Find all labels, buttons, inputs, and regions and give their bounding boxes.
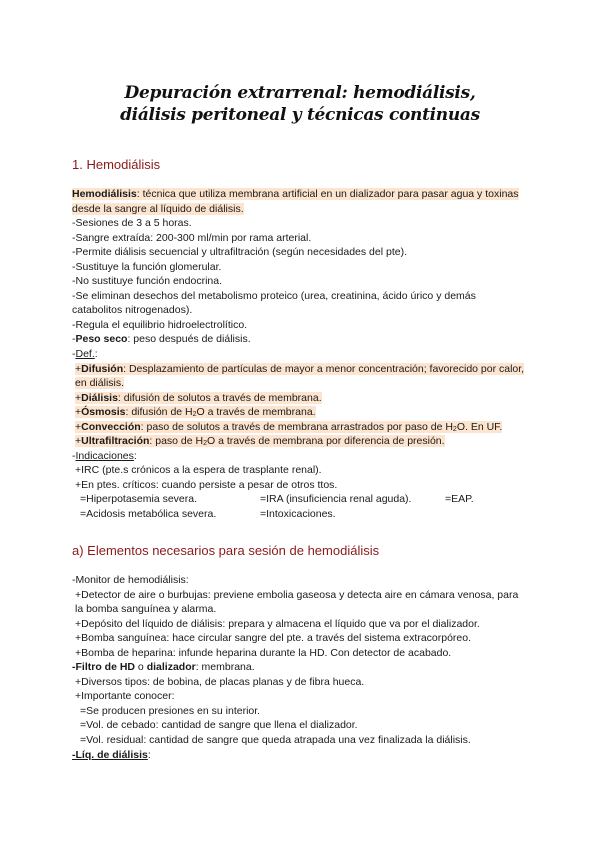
title-line-2: diálisis peritoneal y técnicas continuas — [120, 105, 480, 125]
term-ultrafiltracion: Ultrafiltración — [81, 435, 150, 448]
term-conveccion: Convección — [81, 420, 141, 433]
list-item: =Acidosis metabólica severa. — [80, 508, 217, 521]
plus: + — [75, 420, 82, 433]
ultrafiltracion-text-end: O a través de membrana por diferencia de presión. — [207, 435, 445, 448]
liquido-line — [72, 748, 528, 763]
term-dialisis: Diálisis — [81, 391, 118, 404]
term-liquido-dialisis: -Líq. de diálisis — [72, 748, 148, 761]
list-item: =Vol. de cebado: cantidad de sangre que llena el dializador. — [80, 719, 358, 732]
conveccion-text: : paso de solutos a través de membrana arrastrados por paso de H — [140, 420, 453, 433]
term-osmosis: Ósmosis — [81, 406, 126, 419]
indications-row-1 — [72, 492, 528, 507]
filtro-text: : membrana. — [195, 661, 255, 674]
connector-text: o — [135, 661, 147, 674]
difusion-text: : Desplazamiento de partículas de mayor a menor concentración; favorecido por calor, en diálisis. — [75, 362, 525, 390]
colon: : — [133, 449, 137, 462]
list-item: -No sustituye función endocrina. — [72, 275, 222, 288]
term-peso-seco: Peso seco — [75, 333, 128, 346]
subscript: 2 — [203, 440, 208, 448]
subscript: 2 — [452, 425, 457, 433]
definition-hemodialisis — [72, 187, 528, 216]
list-item: +Diversos tipos: de bobina, de placas planas y de fibra hueca. — [75, 675, 365, 688]
peso-seco-text: : peso después de diálisis. — [127, 333, 251, 346]
list-item: +Bomba sanguínea: hace circular sangre del pte. a través del sistema extracorpóreo. — [75, 632, 472, 645]
list-item: -Sustituye la función glomerular. — [72, 260, 222, 273]
list-item: -Permite diálisis secuencial y ultrafiltración (según necesidades del pte). — [72, 246, 407, 259]
indicaciones-text: Indicaciones — [75, 449, 134, 462]
list-item: -Monitor de hemodiálisis: — [72, 574, 189, 586]
section-heading-hemodialisis: 1. Hemodiálisis — [72, 157, 161, 172]
plus: + — [75, 435, 82, 448]
dash: - — [72, 348, 76, 361]
list-item: -Regula el equilibrio hidroelectrolítico. — [72, 318, 248, 331]
definition-conveccion — [72, 420, 528, 435]
list-item: =EAP. — [445, 493, 474, 506]
osmosis-text-end: O a través de membrana. — [196, 406, 316, 419]
definition-difusion — [72, 362, 528, 391]
conveccion-text-end: O. En UF. — [456, 420, 503, 433]
title-line-1: Depuración extrarrenal: hemodiálisis, — [124, 83, 476, 103]
plus: + — [75, 391, 82, 404]
def-label: Def. — [75, 348, 95, 361]
osmosis-text: : difusión de H — [125, 406, 193, 419]
list-item: +Importante conocer: — [75, 690, 175, 703]
term-dializador: dializador — [146, 661, 196, 674]
list-item: +Depósito del líquido de diálisis: prepara y almacena el líquido que va por el dializador. — [75, 617, 480, 630]
definition-text: : técnica que utiliza membrana artificial en un dializador para pasar agua y toxinas desde la sangre al líquido de diálisis. — [72, 188, 519, 215]
dash: - — [72, 333, 76, 346]
definition-dialisis — [72, 391, 528, 406]
section-2-body — [72, 573, 528, 762]
list-item: +Detector de aire o burbujas: previene embolia gaseosa y detecta aire en cámara venosa, para la bomba sanguínea y alarma. — [75, 588, 519, 616]
definition-osmosis — [72, 405, 528, 420]
term-difusion: Difusión — [81, 362, 124, 375]
list-item: =Se producen presiones en su interior. — [80, 704, 261, 717]
term-filtro: -Filtro de HD — [72, 661, 135, 674]
colon: : — [94, 348, 98, 361]
definition-ultrafiltracion — [72, 434, 528, 449]
ultrafiltracion-text: : paso de H — [149, 435, 204, 448]
list-item: =Vol. residual: cantidad de sangre que queda atrapada una vez finalizada la diálisis. — [80, 734, 471, 747]
document-title — [120, 82, 480, 126]
colon: : — [147, 748, 151, 761]
plus: + — [75, 362, 82, 375]
list-item: =Hiperpotasemia severa. — [80, 493, 198, 506]
indicaciones-label — [72, 449, 528, 464]
peso-seco-line — [72, 332, 528, 347]
indications-row-2 — [72, 507, 528, 522]
list-item: =Intoxicaciones. — [260, 508, 336, 521]
dash: - — [72, 449, 76, 462]
list-item: =IRA (insuficiencia renal aguda). — [260, 493, 412, 506]
list-item: +IRC (pte.s crónicos a la espera de trasplante renal). — [75, 464, 322, 477]
section-1-body — [72, 187, 528, 522]
plus: + — [75, 406, 82, 419]
section-heading-elementos: a) Elementos necesarios para sesión de hemodiálisis — [72, 543, 380, 558]
list-item: +Bomba de heparina: infunde heparina durante la HD. Con detector de acabado. — [75, 646, 452, 659]
subscript: 2 — [192, 411, 197, 419]
filtro-line — [72, 660, 528, 675]
list-item: -Sesiones de 3 a 5 horas. — [72, 217, 192, 230]
list-item: -Se eliminan desechos del metabolismo proteico (urea, creatinina, ácido úrico y demás catabolitos nitrogenados). — [72, 289, 476, 317]
list-item: -Sangre extraída: 200-300 ml/min por rama arterial. — [72, 231, 312, 244]
dialisis-text: : difusión de solutos a través de membrana. — [117, 391, 322, 404]
term-hemodialisis: Hemodiálisis — [72, 188, 137, 200]
definitions-label — [72, 347, 528, 362]
list-item: +En ptes. críticos: cuando persiste a pesar de otros ttos. — [75, 478, 338, 491]
